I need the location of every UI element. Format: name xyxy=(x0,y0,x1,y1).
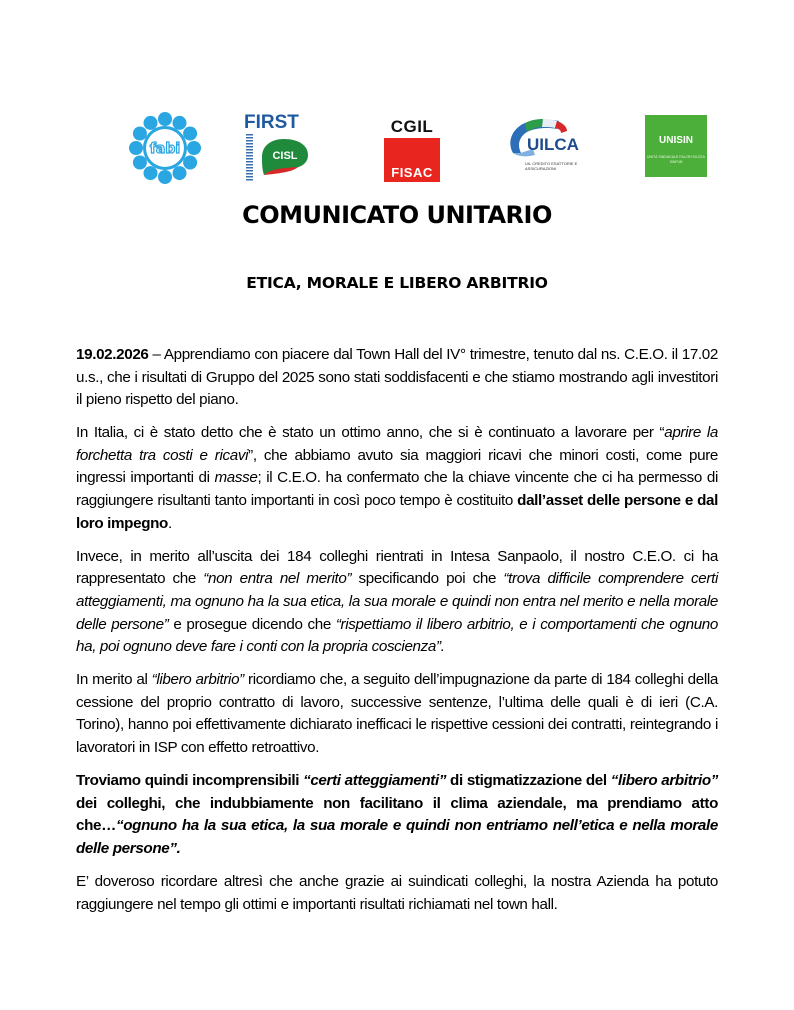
p4-italic-1: “libero arbitrio” xyxy=(151,671,244,689)
paragraph-1-text: – Apprendiamo con piacere dal Town Hall del IV° trimestre, tenuto dal ns. C.E.O. il 17.02 u.s., che i risultati di Gruppo del 2025 sono stati soddisfacenti e che stiamo mostrando agli investitori il pieno rispetto del piano. xyxy=(76,346,718,409)
p2-italic-1: aprire la forchetta tra costi e ricavi xyxy=(76,424,718,464)
p5-text-3: dei colleghi, che indubbiamente non facilitano il clima aziendale, ma prendiamo atto che… xyxy=(76,794,718,835)
cgil-fisac-logo xyxy=(382,118,440,184)
p2-text-1: In Italia, ci è stato detto che è stato un ottimo anno, che si è continuato a lavorare per “ xyxy=(76,424,665,442)
p4-text-2: ricordiamo che, a seguito dell’impugnazione da parte di 184 colleghi della cessione del proprio contratto di lavoro, successive sentenze, l’ultima delle quali è di ieri (C.A. Torino), hanno poi effettivamente dichiarato inefficaci le rispettive cessioni dei contratti, reintegrando i lavoratori in ISP con effetto retroattivo. xyxy=(76,671,718,756)
uilca-logo xyxy=(505,115,585,185)
fisac-logo-text: FISAC xyxy=(391,165,433,180)
p5-text-1: Troviamo quindi incomprensibili xyxy=(76,772,304,790)
fabi-flower-icon xyxy=(129,112,201,184)
fabi-logo-text: fabi xyxy=(149,141,181,157)
fisac-red-box xyxy=(384,138,440,182)
p3-text-1: Invece, in merito all’uscita dei 184 colleghi rientrati in Intesa Sanpaolo, il nostro C.E.O. ci ha rappresentato che xyxy=(76,547,718,588)
paragraph-2 xyxy=(76,422,718,535)
cgil-logo-text: CGIL xyxy=(390,117,434,136)
paragraph-5 xyxy=(76,770,718,860)
p3-italic-2: “trova difficile comprendere certi atteggiamenti, ma ognuno ha la sua etica, la sua morale e quindi non entra nel merito e nella morale delle persone” xyxy=(76,570,718,633)
first-cisl-logo xyxy=(244,113,314,185)
document-subtitle: ETICA, MORALE E LIBERO ARBITRIO xyxy=(246,274,548,292)
date-label: 19.02.2026 xyxy=(76,346,149,363)
uilca-logo-subtext: UIL CREDITO ESATTORIE E ASSICURAZIONI xyxy=(525,161,578,171)
paragraph-4 xyxy=(76,669,718,759)
p3-italic-1: “non entra nel merito” xyxy=(203,570,352,588)
first-barcode-icon xyxy=(246,134,253,182)
p3-text-2: specificando poi che xyxy=(351,570,504,588)
p2-italic-2: masse xyxy=(214,469,258,487)
document-body xyxy=(76,344,718,927)
p3-text-3: e prosegue dicendo che xyxy=(168,615,336,633)
p2-bold-1: dall’asset delle persone e dal loro impegno xyxy=(76,492,718,532)
p6-text: E’ doveroso ricordare altresì che anche grazie ai suindicati colleghi, la nostra Azienda ha potuto raggiungere nel tempo gli ottimi e importanti risultati richiamati nel town hall. xyxy=(76,872,718,913)
logo-bar xyxy=(0,110,794,190)
p2-text-2: ”, che abbiamo avuto sia maggiori ricavi che minori costi, come pure ingressi importanti di xyxy=(76,446,718,487)
p2-text-3: ; il C.E.O. ha confermato che la chiave vincente che ci ha permesso di raggiungere risultanti tanto importanti in così poco tempo è costituito xyxy=(76,469,718,510)
unisin-logo-text: UNISIN xyxy=(659,135,693,146)
p5-italic-3: “ognuno ha la sua etica, la sua morale e quindi non entriamo nell’etica e nella morale delle persone”. xyxy=(76,817,718,857)
uilca-logo-text: UILCA xyxy=(527,135,579,154)
unisin-logo-subtext: UNITÀ SINDACALE FALCRI SILCEA SINFUB xyxy=(647,155,705,164)
fabi-logo xyxy=(129,112,201,184)
paragraph-1 xyxy=(76,344,718,412)
p5-italic-2: “libero arbitrio” xyxy=(610,772,718,790)
unisin-logo xyxy=(645,115,707,177)
paragraph-3 xyxy=(76,546,718,659)
p2-text-4: . xyxy=(167,514,172,532)
p5-italic-1: “certi atteggiamenti” xyxy=(303,772,447,790)
document-title: COMUNICATO UNITARIO xyxy=(242,201,552,229)
p4-text-1: In merito al xyxy=(76,671,152,689)
cisl-logo-text: CISL xyxy=(272,150,298,162)
p3-italic-3: “rispettiamo il libero arbitrio, e i comportamenti che ognuno ha, poi ognuno deve fare i conti con la propria coscienza”. xyxy=(76,615,718,656)
first-logo-text: FIRST xyxy=(244,112,299,133)
cisl-badge-icon xyxy=(258,137,310,177)
paragraph-6 xyxy=(76,871,718,916)
p5-text-2: di stigmatizzazione del xyxy=(446,772,611,790)
